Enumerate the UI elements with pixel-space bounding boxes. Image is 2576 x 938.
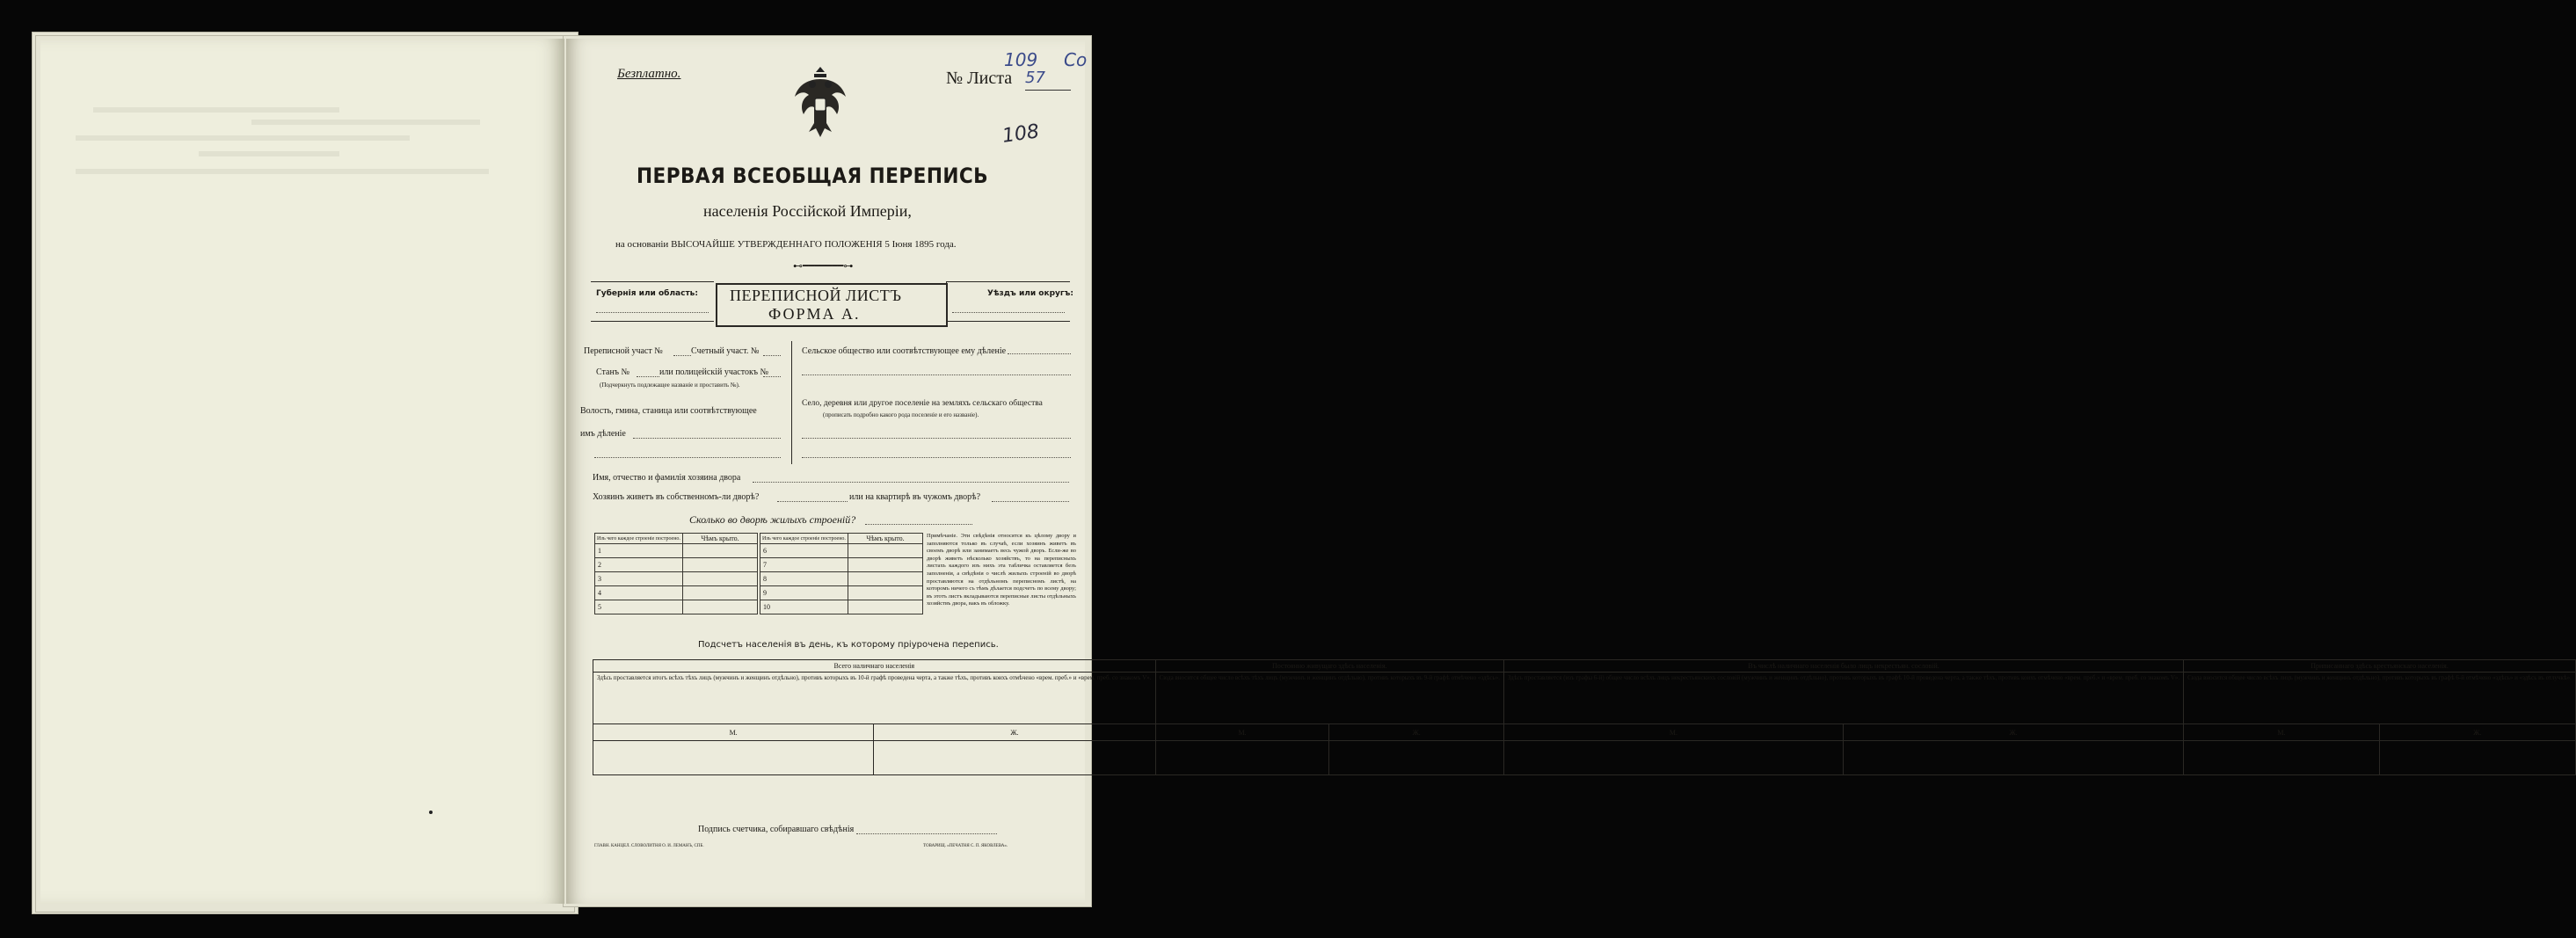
buildings-table-left	[594, 533, 758, 614]
building-row-number: 10	[760, 600, 848, 614]
blank-left-page	[40, 39, 564, 904]
census-legal-basis: на основаніи ВЫСОЧАЙШЕ УТВЕРЖДЕННАГО ПОЛОЖЕНІЯ 5 Іюня 1895 года.	[615, 239, 957, 250]
population-count-table	[593, 659, 2576, 775]
police-district-label: или полицейскій участокъ №	[659, 367, 769, 377]
archive-mark-corner: Co	[1064, 49, 1088, 70]
province-box	[591, 281, 714, 322]
footer-press-mark: ТОВАРИЩ. «ПЕЧАТНЯ С. П. ЯКОВЛЕВА».	[923, 844, 1008, 848]
count-cell	[1503, 741, 1843, 775]
owner-name-label: Имя, отчество и фамилія хозяина двора	[593, 473, 741, 483]
census-subtitle: населенія Россійской Имперіи,	[703, 202, 912, 220]
female-header: Ж.	[2379, 724, 2575, 741]
count-cell	[874, 741, 1155, 775]
male-header: М.	[2184, 724, 2380, 741]
col-non-peasant: Въ числѣ наличнаго населенія было лицъ некрестьян. сословій.	[1503, 660, 2183, 673]
buildings-note: Примѣчаніе. Эти свѣдѣнія относятся къ цѣлому двору и заполняются только въ случаѣ, если хозяинъ живетъ въ своемъ дворѣ или занимаетъ весь чужой дворъ. Если-же во дворѣ живетъ нѣсколько хозяйствъ, то на переписныхъ листахъ каждого изъ нихъ эта табличка оставляется безъ заполненія, а свѣдѣнія о числѣ жилыхъ строеній во дворѣ проставляются на отдѣльномъ переписномъ листѣ, на которомъ ничего съ тѣмъ дѣлается подсчетъ по всему двору; въ этотъ листъ вкладываются переписные листы отдѣльныхъ хозяйствъ двора, вакъ въ обложку.	[927, 533, 1076, 607]
count-cell	[1329, 741, 1503, 775]
lives-own-yard-label: Хозяинъ живетъ въ собственномъ-ли дворѣ?	[593, 492, 760, 502]
ink-spot	[429, 811, 433, 814]
lives-other-yard-label: или на квартирѣ въ чужомъ дворѣ?	[849, 492, 981, 502]
col-roof: Чѣмъ крыто.	[682, 534, 757, 544]
census-title: ПЕРВАЯ ВСЕОБЩАЯ ПЕРЕПИСЬ	[637, 164, 989, 188]
volost-label-2: имъ дѣленіе	[580, 429, 626, 439]
building-row-number: 6	[760, 544, 848, 558]
desc-permanent: Сюда вносится общее число всѣхъ тѣхъ лицъ (мужчинъ и женщинъ отдѣльно), противъ которыхъ въ 9-й графѣ отмѣчено «здѣсь».	[1155, 673, 1503, 724]
ornament-divider: ⊷━━━━━━━⊶	[793, 261, 854, 272]
col-material: Изъ чего каждое строеніе построено.	[595, 534, 683, 544]
form-variant: ФОРМА А.	[768, 305, 861, 323]
col-material: Изъ чего каждое строеніе построено.	[760, 534, 848, 544]
census-district-label: Переписной участ №	[584, 346, 663, 356]
imperial-eagle-emblem	[791, 65, 849, 142]
building-row-number: 8	[760, 572, 848, 586]
count-cell	[2184, 741, 2380, 775]
desc-total-present: Здѣсь проставляется итогъ всѣхъ тѣхъ лицъ (мужчинъ и женщинъ отдѣльно), противъ которыхъ въ 10-й графѣ проведена черта, а также тѣхъ, противъ коихъ отмѣчено «врем. преб.» и «врем. преб. со знакомъ V».	[593, 673, 1156, 724]
archive-number-side: 108	[1001, 120, 1041, 148]
footer-typefoundry: ГЛАВН. КАНЦЕЛ. СЛОВОЛИТНЯ О. И. ЛЕМАНЪ, СПБ.	[594, 844, 704, 848]
archive-number-top: 109	[1004, 49, 1038, 70]
building-row-number: 9	[760, 586, 848, 600]
building-row-number: 4	[595, 586, 683, 600]
sheet-number-label: № Листа	[946, 69, 1013, 88]
population-count-heading: Подсчетъ населенія въ день, къ которому пріурочена перепись.	[698, 640, 999, 650]
free-label: Безплатно.	[617, 67, 681, 81]
col-registered-peasant: Приписаннаго здѣсь крестьянскаго населенія.	[2184, 660, 2576, 673]
county-label: Уѣздъ или округъ:	[987, 289, 1073, 298]
underline-note: (Подчеркнуть подлежащее названіе и проставить №).	[600, 382, 740, 389]
rural-society-label: Сельское общество или соотвѣтствующее ему дѣленіе	[802, 346, 1007, 356]
form-type-box	[716, 283, 948, 327]
male-header: М.	[1155, 724, 1329, 741]
male-header: М.	[593, 724, 874, 741]
building-row-number: 5	[595, 600, 683, 614]
form-title: ПЕРЕПИСНОЙ ЛИСТЪ	[730, 287, 902, 304]
male-header: М.	[1503, 724, 1843, 741]
building-row-number: 1	[595, 544, 683, 558]
village-note: (прописать подробно какого рода поселеніе и его названіе).	[823, 411, 979, 418]
county-box	[946, 281, 1073, 322]
count-cell	[2379, 741, 2575, 775]
count-cell	[1844, 741, 2184, 775]
building-row-number: 7	[760, 558, 848, 572]
stan-label: Станъ №	[596, 367, 630, 377]
female-header: Ж.	[874, 724, 1155, 741]
building-row-number: 2	[595, 558, 683, 572]
desc-non-peasant: Здѣсь проставляется (изъ графы 6-й) общее число всѣхъ лицъ некрестьянскихъ сословій (мужчинъ и женщинъ отдѣльно), противъ которыхъ въ графѣ 10-й проведена черта, а также тѣхъ, противъ коихъ отмѣчено «врем. преб.» и «врем. преб. со знакомъ V».	[1503, 673, 2183, 724]
village-label: Село, деревня или другое поселеніе на земляхъ сельскаго общества	[802, 399, 1043, 408]
sheet-number-handwritten: 57	[1025, 69, 1045, 87]
col-permanent: Постоянно живущаго здѣсь населенія.	[1155, 660, 1503, 673]
female-header: Ж.	[1329, 724, 1503, 741]
counting-district-label: Счетный участ. №	[691, 346, 760, 356]
enumerator-signature-label: Подпись счетчика, собиравшаго свѣдѣнія	[698, 825, 855, 834]
count-cell	[1155, 741, 1329, 775]
building-row-number: 3	[595, 572, 683, 586]
count-cell	[593, 741, 874, 775]
province-label: Губернія или область:	[596, 289, 698, 298]
volost-label: Волость, гмина, станица или соотвѣтствующее	[580, 406, 757, 416]
col-roof: Чѣмъ крыто.	[848, 534, 922, 544]
female-header: Ж.	[1844, 724, 2184, 741]
desc-registered-peasant: Сюда вносится общее число всѣхъ лицъ (мужчинъ и женщинъ отдѣльно), противъ которыхъ въ графѣ 6-й отмѣчено «здѣсь» и «здѣсь въ отлучкѣ».	[2184, 673, 2576, 724]
census-form-page	[566, 39, 2572, 904]
col-total-present: Всего наличнаго населенія	[593, 660, 1156, 673]
buildings-table-right	[760, 533, 923, 614]
buildings-question: Сколько во дворѣ жилыхъ строеній?	[689, 513, 856, 526]
